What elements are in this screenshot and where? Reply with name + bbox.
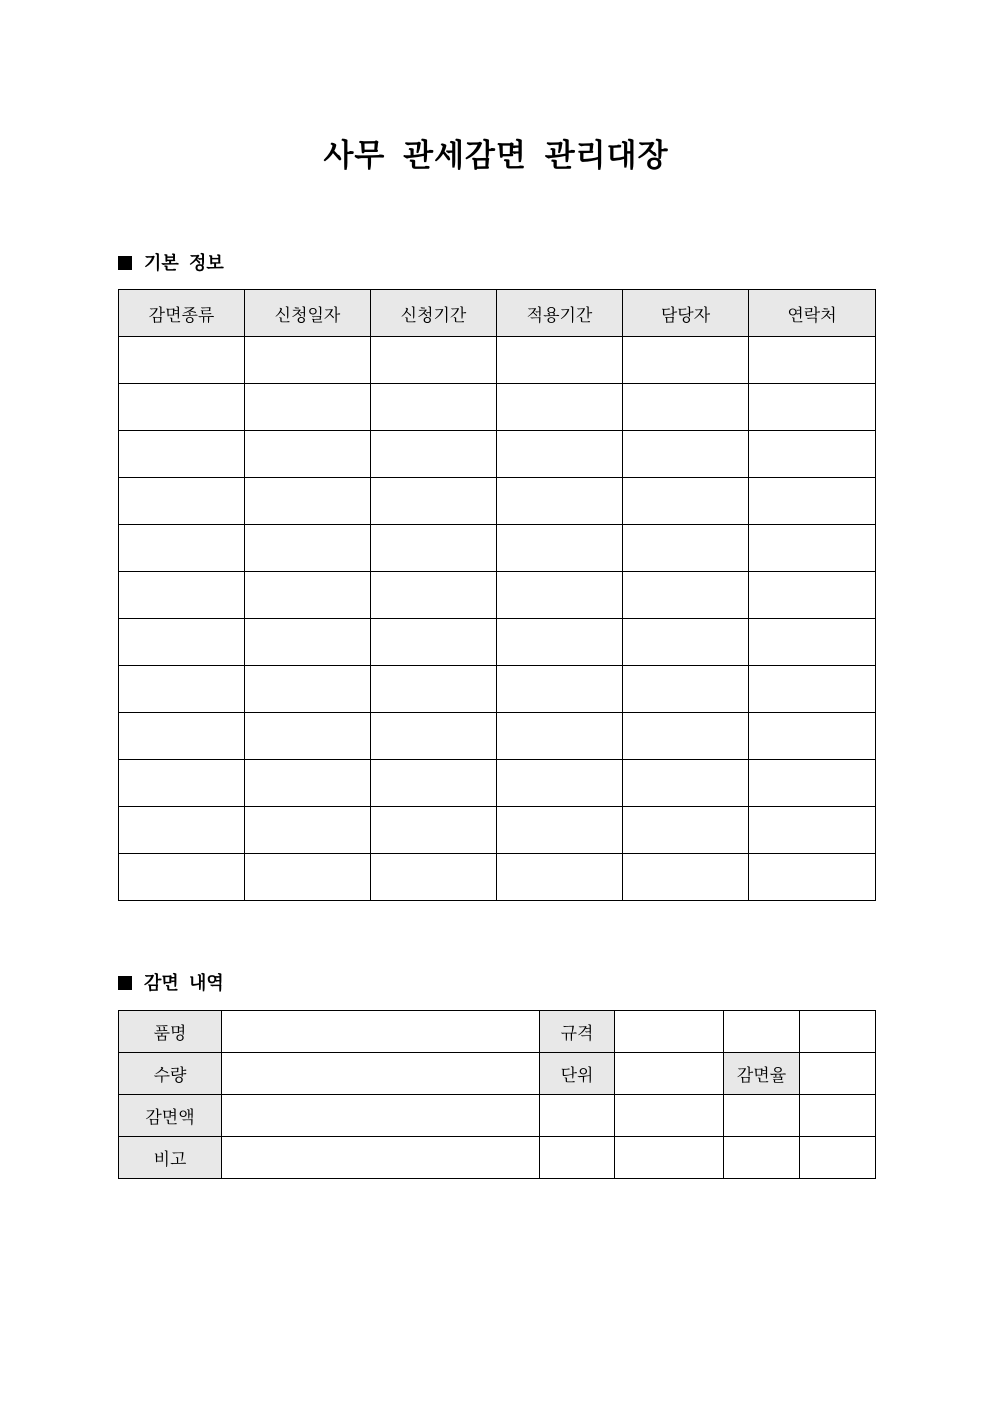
input-cell[interactable] [800,1011,876,1053]
table-cell[interactable] [245,525,371,572]
table-cell[interactable] [749,525,876,572]
label-quantity: 수량 [119,1053,222,1095]
table-cell[interactable] [371,619,497,666]
table-cell[interactable] [623,854,749,901]
table-cell[interactable] [119,666,245,713]
label-unit: 단위 [540,1053,615,1095]
table-cell[interactable] [497,525,623,572]
table-row [119,760,876,807]
table-cell[interactable] [245,431,371,478]
table-cell[interactable] [119,713,245,760]
table-cell[interactable] [623,666,749,713]
table-cell[interactable] [749,337,876,384]
table-cell[interactable] [623,478,749,525]
table-cell[interactable] [497,760,623,807]
table-cell[interactable] [245,384,371,431]
table-cell[interactable] [371,337,497,384]
table-cell[interactable] [749,666,876,713]
column-header-contact: 연락처 [749,290,876,337]
table-cell[interactable] [623,619,749,666]
table-row [119,1011,876,1053]
input-cell[interactable] [724,1011,800,1053]
table-cell[interactable] [623,760,749,807]
table-cell[interactable] [371,478,497,525]
input-cell[interactable] [724,1095,800,1137]
column-header-reduction-type: 감면종류 [119,290,245,337]
label-reduction-amount: 감면액 [119,1095,222,1137]
table-cell[interactable] [497,431,623,478]
table-row [119,384,876,431]
input-cell[interactable] [800,1137,876,1179]
input-cell-quantity[interactable] [222,1053,540,1095]
table-cell[interactable] [497,337,623,384]
table-cell[interactable] [245,478,371,525]
table-cell[interactable] [371,807,497,854]
table-row [119,619,876,666]
table-cell[interactable] [371,384,497,431]
section-heading-basic-info [118,252,224,276]
table-cell[interactable] [245,713,371,760]
table-cell[interactable] [371,431,497,478]
table-cell[interactable] [245,337,371,384]
table-cell[interactable] [245,666,371,713]
table-cell[interactable] [371,854,497,901]
page-title: 사무 관세감면 관리대장 [323,138,669,174]
table-cell[interactable] [245,572,371,619]
table-cell[interactable] [497,384,623,431]
column-header-person-in-charge: 담당자 [623,290,749,337]
table-row [119,1053,876,1095]
section-heading-reduction-details [118,972,224,996]
table-cell[interactable] [497,713,623,760]
table-row [119,713,876,760]
table-cell[interactable] [497,807,623,854]
table-cell[interactable] [749,431,876,478]
table-row [119,337,876,384]
table-cell[interactable] [245,619,371,666]
table-cell[interactable] [371,572,497,619]
table-cell[interactable] [749,572,876,619]
table-cell[interactable] [119,807,245,854]
table-cell[interactable] [497,666,623,713]
input-cell-spec[interactable] [615,1011,724,1053]
section-heading-label: 감면 내역 [144,973,224,994]
label-item-name: 품명 [119,1011,222,1053]
table-row [119,1095,876,1137]
input-cell-reduction-amount[interactable] [222,1095,540,1137]
column-header-application-date: 신청일자 [245,290,371,337]
input-cell-item-name[interactable] [222,1011,540,1053]
label-spec: 규격 [540,1011,615,1053]
input-cell-reduction-rate[interactable] [800,1053,876,1095]
table-cell[interactable] [623,525,749,572]
table-cell[interactable] [749,384,876,431]
input-cell[interactable] [615,1095,724,1137]
input-cell[interactable] [540,1137,615,1179]
table-cell[interactable] [623,713,749,760]
table-cell[interactable] [623,337,749,384]
table-row [119,666,876,713]
square-bullet-icon [118,256,132,270]
table-cell[interactable] [497,572,623,619]
table-cell[interactable] [371,525,497,572]
table-cell[interactable] [371,713,497,760]
column-header-applied-period: 적용기간 [497,290,623,337]
table-cell[interactable] [497,478,623,525]
table-cell[interactable] [749,807,876,854]
table-cell[interactable] [749,760,876,807]
table-row [119,478,876,525]
table-cell[interactable] [623,807,749,854]
table-cell[interactable] [623,572,749,619]
reduction-details-table [118,1010,876,1179]
table-row [119,525,876,572]
table-row [119,431,876,478]
table-cell[interactable] [497,854,623,901]
table-row [119,854,876,901]
table-cell[interactable] [245,854,371,901]
table-cell[interactable] [371,666,497,713]
column-header-application-period: 신청기간 [371,290,497,337]
table-cell[interactable] [119,431,245,478]
table-cell[interactable] [119,572,245,619]
table-cell[interactable] [749,478,876,525]
input-cell-unit[interactable] [615,1053,724,1095]
input-cell-remarks[interactable] [222,1137,540,1179]
table-cell[interactable] [119,525,245,572]
table-cell[interactable] [371,760,497,807]
table-cell[interactable] [245,760,371,807]
basic-info-table [118,289,876,901]
table-cell[interactable] [119,384,245,431]
input-cell[interactable] [540,1095,615,1137]
table-cell[interactable] [119,337,245,384]
input-cell[interactable] [615,1137,724,1179]
table-row [119,1137,876,1179]
input-cell[interactable] [800,1095,876,1137]
table-row [119,807,876,854]
table-cell[interactable] [245,807,371,854]
label-reduction-rate: 감면율 [724,1053,800,1095]
table-header-row [119,290,876,337]
table-cell[interactable] [749,854,876,901]
table-cell[interactable] [497,619,623,666]
square-bullet-icon [118,976,132,990]
table-cell[interactable] [119,478,245,525]
table-cell[interactable] [119,854,245,901]
table-cell[interactable] [623,384,749,431]
table-row [119,572,876,619]
section-heading-label: 기본 정보 [144,253,224,274]
table-cell[interactable] [119,760,245,807]
label-remarks: 비고 [119,1137,222,1179]
input-cell[interactable] [724,1137,800,1179]
table-cell[interactable] [749,619,876,666]
table-cell[interactable] [623,431,749,478]
table-cell[interactable] [119,619,245,666]
table-cell[interactable] [749,713,876,760]
